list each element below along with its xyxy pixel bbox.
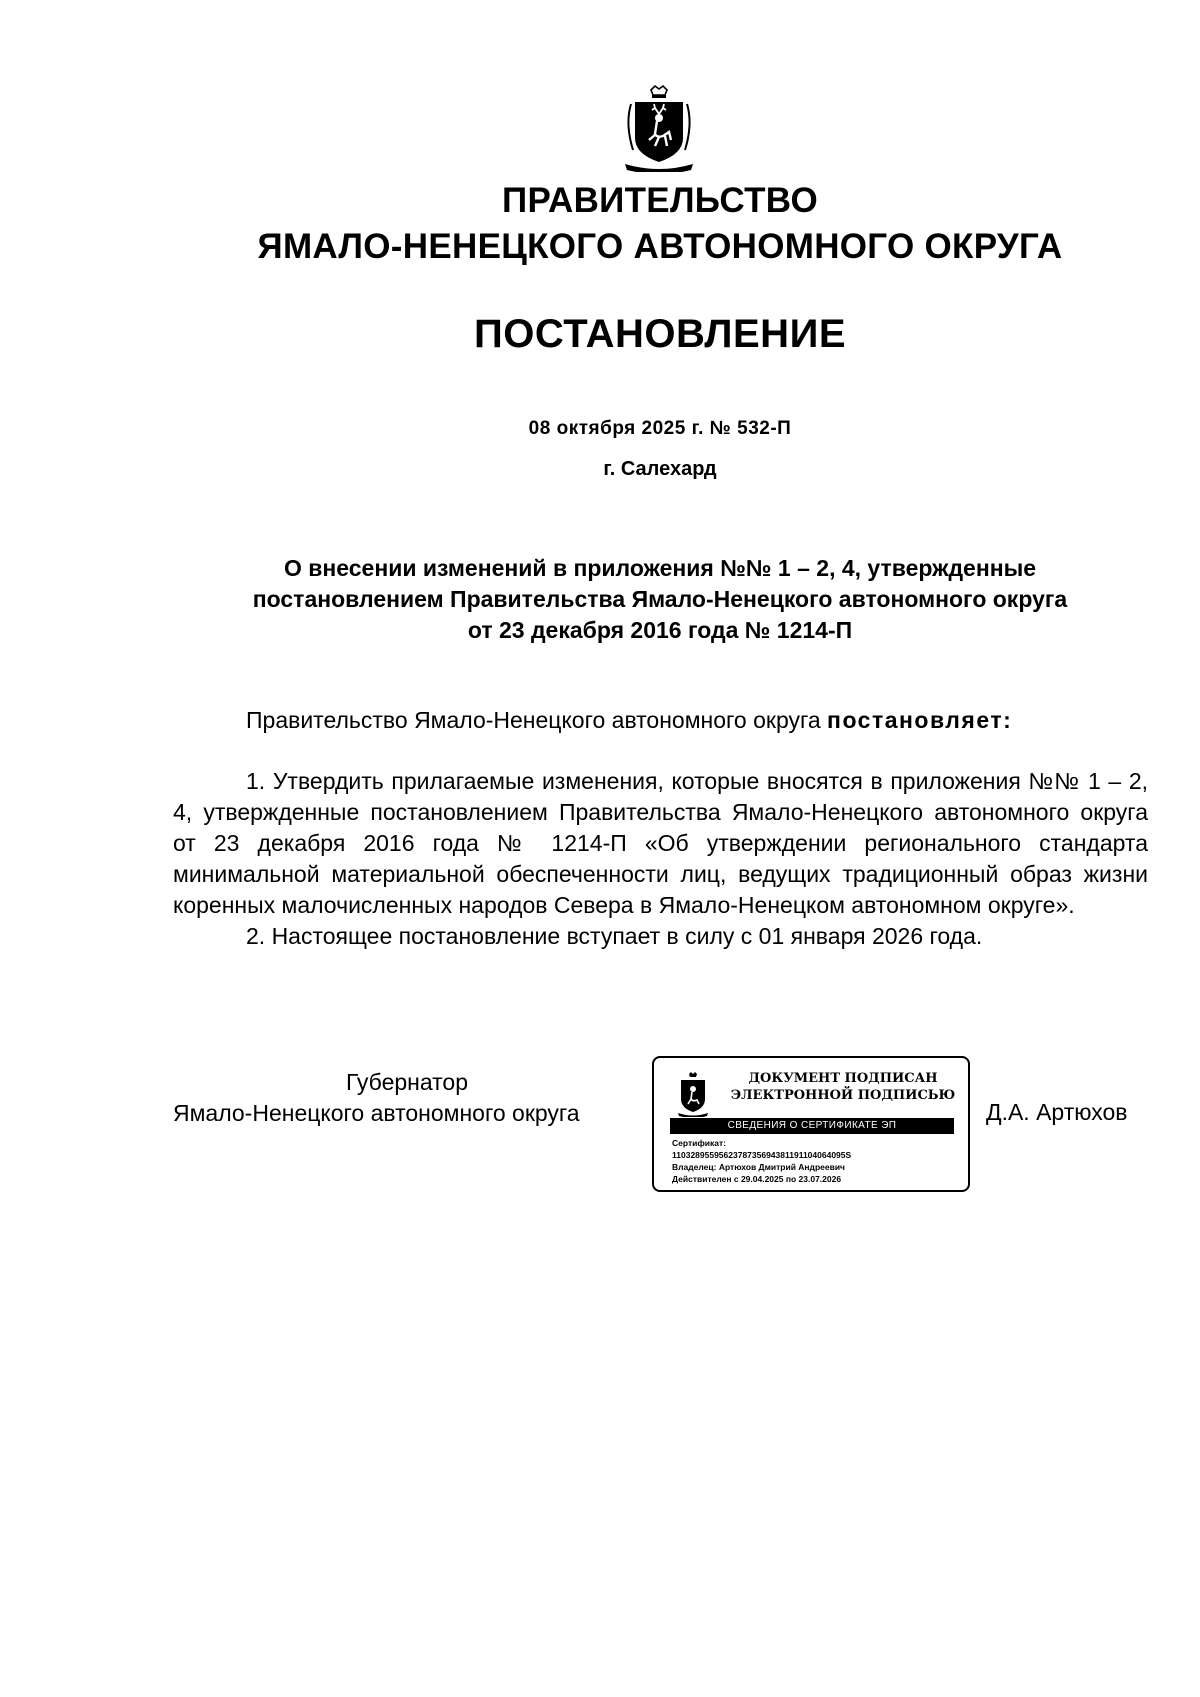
stamp-owner: Владелец: Артюхов Дмитрий Андреевич — [672, 1162, 845, 1172]
document-type: ПОСТАНОВЛЕНИЕ — [473, 312, 846, 356]
stamp-heading-line2: ЭЛЕКТРОННОЙ ПОДПИСЬЮ — [730, 1088, 956, 1103]
stamp-certificate-details — [672, 1137, 962, 1185]
stamp-certificate-bar: СВЕДЕНИЯ О СЕРТИФИКАТЕ ЭП — [670, 1118, 954, 1134]
stamp-valid: Действителен с 29.04.2025 по 23.07.2026 — [672, 1174, 842, 1184]
coat-of-arms-icon — [621, 84, 697, 172]
electronic-signature-stamp — [652, 1056, 970, 1192]
coat-of-arms-icon — [676, 1071, 710, 1117]
resolution-item: 2. Настоящее постановление вступает в силу с 01 января 2026 года. — [246, 923, 983, 949]
signer-position-line2: Ямало-Ненецкого автономного округа — [173, 1100, 580, 1126]
document-subject — [0, 553, 1200, 646]
stamp-cert-label: Сертификат: — [672, 1138, 726, 1148]
stamp-cert-number: 1103289559562378735694381191104064095S — [672, 1150, 852, 1160]
intro-text: Правительство Ямало-Ненецкого автономного округа — [246, 707, 828, 733]
intro-paragraph — [246, 707, 1012, 734]
subject-line3: от 23 декабря 2016 года № 1214-П — [467, 617, 853, 643]
intro-verb: постановляет: — [827, 707, 1013, 733]
government-title-line1: ПРАВИТЕЛЬСТВО — [501, 181, 818, 220]
subject-line2: постановлением Правительства Ямало-Ненецкого автономного округа — [252, 586, 1068, 612]
resolution-item: 1. Утвердить прилагаемые изменения, которые вносятся в приложения №№ 1 – 2, 4, утвержденные постановлением Правительства Ямало-Ненецкого автономного округа от 23 декабря 2016 года № 1214-П «Об утверждении регионального стандарта минимальной материальной обеспеченности лиц, ведущих традиционный образ жизни коренных малочисленных народов Севера в Ямало-Ненецком автономном округе». — [173, 768, 1148, 918]
stamp-heading-line1: ДОКУМЕНТ ПОДПИСАН — [748, 1071, 938, 1086]
stamp-heading — [724, 1070, 962, 1104]
signer-position — [173, 1067, 641, 1129]
government-title-line2: ЯМАЛО-НЕНЕЦКОГО АВТОНОМНОГО ОКРУГА — [257, 227, 1063, 266]
government-title — [0, 178, 1200, 270]
signer-position-line1: Губернатор — [345, 1069, 469, 1095]
document-date-number: 08 октября 2025 г. № 532-П — [528, 418, 792, 439]
document-city: г. Салехард — [603, 458, 717, 480]
resolution-items — [173, 766, 1148, 952]
signer-name: Д.А. Артюхов — [986, 1099, 1128, 1125]
subject-line1: О внесении изменений в приложения №№ 1 – 2, 4, утвержденные — [283, 555, 1037, 581]
